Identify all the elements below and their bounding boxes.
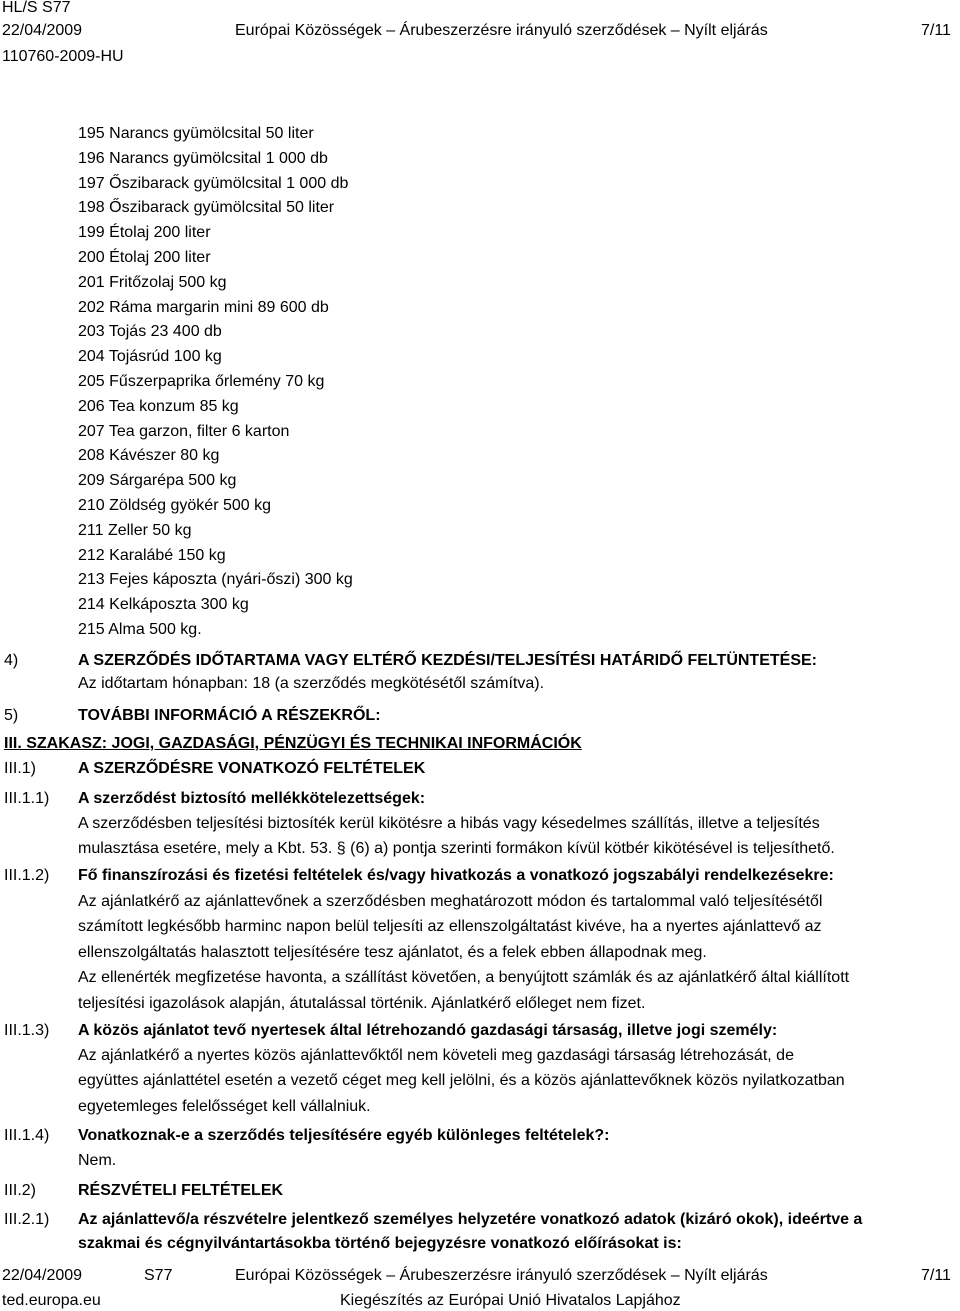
list-item: 198 Őszibarack gyümölcsital 50 liter xyxy=(78,199,335,217)
item-list xyxy=(78,122,353,643)
text-line: egyetemleges felelősséget kell vállalniuk. xyxy=(78,1097,371,1115)
header-page-number: 7/11 xyxy=(921,22,951,39)
footer-title: Európai Közösségek – Árubeszerzésre irányuló szerződések – Nyílt eljárás xyxy=(235,1267,768,1284)
text-line: Az ajánlatkérő a nyertes közös ajánlattevőktől nem követeli meg gazdasági társaság létrehozását, de xyxy=(78,1047,794,1064)
section-4-number: 4) xyxy=(4,652,19,669)
section-3-2-1-number: III.2.1) xyxy=(4,1211,50,1228)
section-3-1-3-text xyxy=(78,1043,845,1119)
journal-reference: HL/S S77 xyxy=(2,0,71,16)
list-item: 204 Tojásrúd 100 kg xyxy=(78,348,222,366)
list-item: 202 Ráma margarin mini 89 600 db xyxy=(78,298,329,316)
section-3-1-2-heading: Fő finanszírozási és fizetési feltételek és/vagy hivatkozás a vonatkozó jogszabályi rendelkezésekre: xyxy=(78,867,834,884)
list-item: 206 Tea konzum 85 kg xyxy=(78,397,239,415)
text-line: számított legkésőbb harminc napon belül teljesíti az ellenszolgáltatást kivéve, ha a nyertes ajánlattevő az xyxy=(78,918,822,936)
footer-date: 22/04/2009 xyxy=(2,1267,83,1284)
section-3-1-3-heading: A közös ajánlatot tevő nyertesek által létrehozandó gazdasági társaság, illetve jogi személy: xyxy=(78,1022,778,1039)
section-3-1-2-number: III.1.2) xyxy=(4,867,50,884)
section-3-2-1-heading-line-2: szakmai és cégnyilvántartásokba történő bejegyzésre vonatkozó előírásokat is: xyxy=(78,1235,682,1252)
header-date: 22/04/2009 xyxy=(2,22,83,39)
section-3-1-4-number: III.1.4) xyxy=(4,1127,50,1144)
section-3-1-heading: A SZERZŐDÉSRE VONATKOZÓ FELTÉTELEK xyxy=(78,760,426,777)
section-3-2-1-heading-line-1: Az ajánlattevő/a részvételre jelentkező személyes helyzetére vonatkozó adatok (kizáró okok), ideértve a xyxy=(78,1211,863,1228)
text-line: mulasztása esetére, mely a Kbt. 53. § (6) a) pontja szerinti formákon kívül kötbér kikötésével is teljesíthető. xyxy=(78,840,835,858)
header-title: Európai Közösségek – Árubeszerzésre irányuló szerződések – Nyílt eljárás xyxy=(235,22,768,39)
section-3-1-2-text xyxy=(78,889,849,1016)
list-item: 201 Fritőzolaj 500 kg xyxy=(78,273,227,291)
section-5-heading: TOVÁBBI INFORMÁCIÓ A RÉSZEKRŐL: xyxy=(78,707,381,724)
list-item: 212 Karalábé 150 kg xyxy=(78,546,226,564)
list-item: 209 Sárgarépa 500 kg xyxy=(78,472,237,490)
list-item: 199 Étolaj 200 liter xyxy=(78,224,211,242)
section-5-number: 5) xyxy=(4,707,19,724)
footer-supplement-title: Kiegészítés az Európai Unió Hivatalos Lapjához xyxy=(340,1292,681,1309)
section-4-heading: A SZERZŐDÉS IDŐTARTAMA VAGY ELTÉRŐ KEZDÉSI/TELJESÍTÉSI HATÁRIDŐ FELTÜNTETÉSE: xyxy=(78,652,817,669)
list-item: 196 Narancs gyümölcsital 1 000 db xyxy=(78,149,328,167)
list-item: 214 Kelkáposzta 300 kg xyxy=(78,596,249,614)
list-item: 200 Étolaj 200 liter xyxy=(78,248,211,266)
section-3-2-heading: RÉSZVÉTELI FELTÉTELEK xyxy=(78,1182,284,1199)
text-line: A szerződésben teljesítési biztosíték kerül kikötésre a hibás vagy késedelmes szállítás, illetve a teljesítés xyxy=(78,815,820,832)
footer-page-number: 7/11 xyxy=(921,1267,951,1284)
text-line: együttes ajánlattétel esetén a vezető céget meg kell jelölni, és a közös ajánlattevőknek közös nyilatkozatban xyxy=(78,1072,845,1090)
text-line: Az ellenérték megfizetése havonta, a szállítást követően, a benyújtott számlák és az ajánlatkérő által kiállított xyxy=(78,969,850,987)
section-3-1-3-number: III.1.3) xyxy=(4,1022,50,1039)
list-item: 208 Kávészer 80 kg xyxy=(78,447,220,465)
section-3-2-number: III.2) xyxy=(4,1182,37,1199)
section-4-text: Az időtartam hónapban: 18 (a szerződés megkötésétől számítva). xyxy=(78,675,545,692)
footer-series: S77 xyxy=(144,1267,173,1284)
list-item: 215 Alma 500 kg. xyxy=(78,620,202,638)
list-item: 205 Fűszerpaprika őrlemény 70 kg xyxy=(78,372,325,390)
list-item: 197 Őszibarack gyümölcsital 1 000 db xyxy=(78,174,349,192)
list-item: 213 Fejes káposzta (nyári-őszi) 300 kg xyxy=(78,571,353,589)
section-3-1-1-number: III.1.1) xyxy=(4,790,50,807)
text-line: teljesítési igazolások alapján, átutalással történik. Ajánlatkérő előleget nem fizet. xyxy=(78,994,646,1012)
section-3-1-4-heading: Vonatkoznak-e a szerződés teljesítésére egyéb különleges feltételek?: xyxy=(78,1127,610,1144)
list-item: 207 Tea garzon, filter 6 karton xyxy=(78,422,290,440)
list-item: 211 Zeller 50 kg xyxy=(78,521,192,539)
section-3-1-number: III.1) xyxy=(4,760,37,777)
list-item: 195 Narancs gyümölcsital 50 liter xyxy=(78,125,314,142)
section-3-1-4-answer: Nem. xyxy=(78,1152,117,1169)
text-line: Az ajánlatkérő az ajánlattevőnek a szerződésben meghatározott módon és tartalommal való teljesítésétől xyxy=(78,893,823,910)
text-line: ellenszolgáltatás halasztott teljesítésére tesz ajánlatot, és a felek ebben állapodnak meg. xyxy=(78,943,707,961)
notice-id: 110760-2009-HU xyxy=(2,48,124,65)
section-3-1-1-text xyxy=(78,811,835,862)
section-3-1-1-heading: A szerződést biztosító mellékkötelezettségek: xyxy=(78,790,426,807)
footer-site-link[interactable]: ted.europa.eu xyxy=(2,1292,101,1309)
section-3-heading: III. SZAKASZ: JOGI, GAZDASÁGI, PÉNZÜGYI ÉS TECHNIKAI INFORMÁCIÓK xyxy=(4,735,582,752)
list-item: 210 Zöldség gyökér 500 kg xyxy=(78,496,272,514)
list-item: 203 Tojás 23 400 db xyxy=(78,323,222,341)
